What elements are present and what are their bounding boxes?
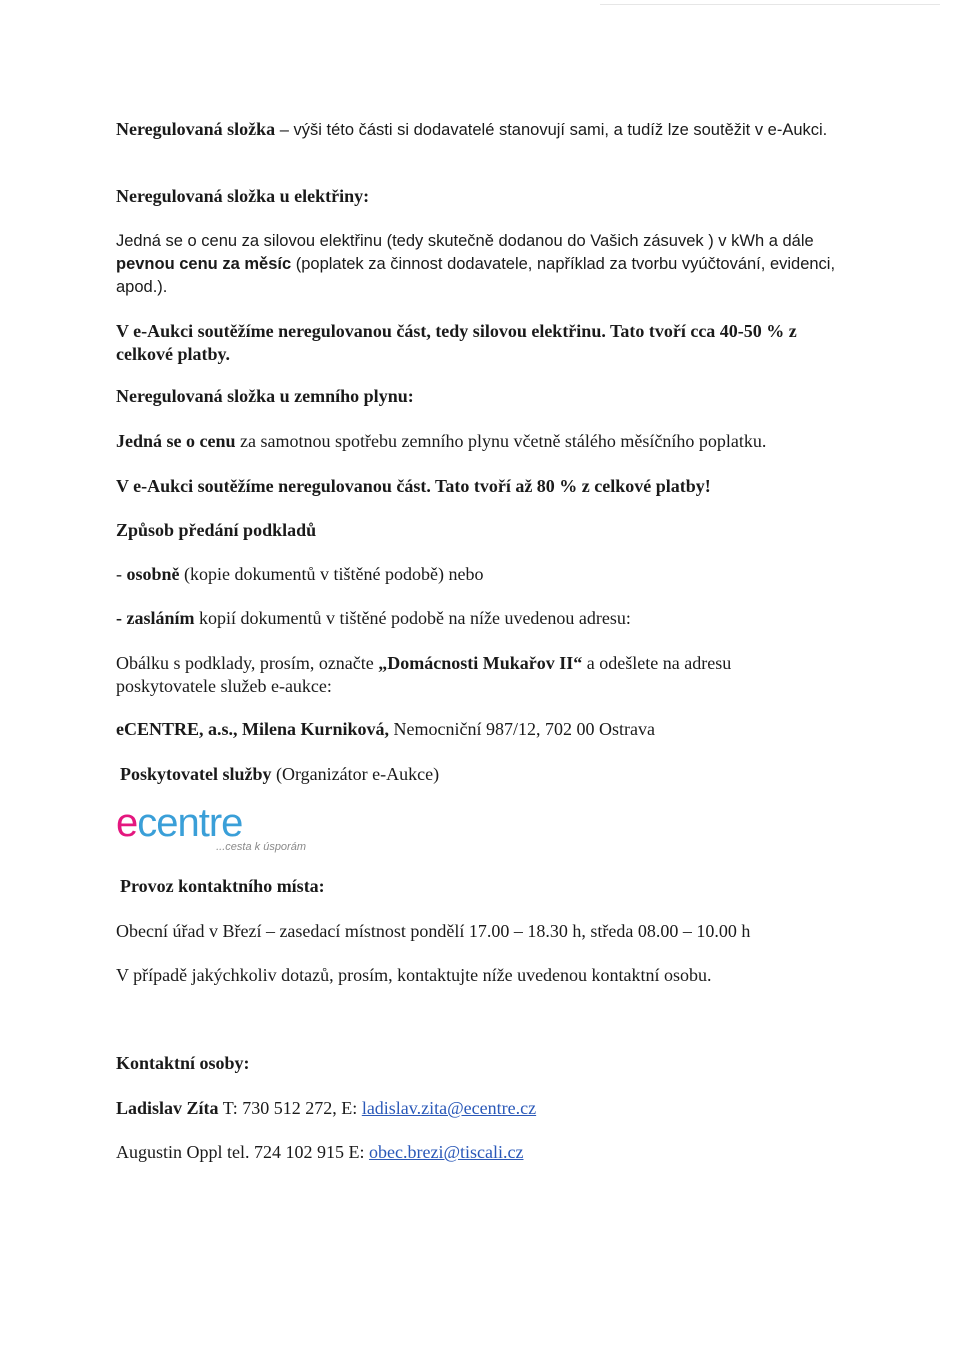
contact-person-oppl: Augustin Oppl tel. 724 102 915 E: obec.brezi@tiscali.cz (116, 1142, 524, 1162)
logo-letters-rest: centre (137, 802, 243, 845)
heading-delivery: Způsob předání podkladů (116, 520, 317, 540)
intro-text: – výši této části si dodavatelé stanovují sami, a tudíž lze soutěžit v e-Aukci. (275, 121, 828, 139)
office-hours: Obecní úřad v Březí – zasedací místnost pondělí 17.00 – 18.30 h, středa 08.00 – 10.00 h (116, 921, 751, 941)
paragraph-auction-gas: V e-Aukci soutěžíme neregulovanou část. Tato tvoří až 80 % z celkové platby! (116, 476, 711, 496)
ecentre-logo-text (116, 802, 242, 845)
paragraph-auction-electricity: V e-Aukci soutěžíme neregulovanou část, tedy silovou elektřinu. Tato tvoří cca 40-50 % z celkové platby. (116, 321, 797, 364)
email-link-zita[interactable]: ladislav.zita@ecentre.cz (361, 1098, 537, 1118)
envelope-label: „Domácnosti Mukařov II“ (378, 653, 583, 673)
paragraph-in-person: - osobně (kopie dokumentů v tištěné podobě) nebo (116, 564, 484, 584)
heading-contact-persons: Kontaktní osoby: (116, 1053, 250, 1073)
paragraph-gas: Jedná se o cenu za samotnou spotřebu zemního plynu včetně stálého měsíčního poplatku. (116, 431, 767, 451)
contact-name: Ladislav Zíta (116, 1098, 219, 1118)
paragraph-questions: V případě jakýchkoliv dotazů, prosím, kontaktujte níže uvedenou kontaktní osobu. (116, 965, 712, 985)
logo-tagline: ...cesta k úsporám (216, 841, 306, 853)
fixed-price-term: pevnou cenu za měsíc (116, 255, 292, 273)
paragraph-by-post: - zasláním kopií dokumentů v tištěné podobě na níže uvedenou adresu: (116, 608, 631, 628)
paragraph-envelope: Obálku s podklady, prosím, označte „Domácnosti Mukařov II“ a odešlete na adresu poskytovatele služeb e-aukce: (116, 653, 732, 696)
paragraph-electricity: Jedná se o cenu za silovou elektřinu (tedy skutečně dodanou do Vašich zásuvek ) v kWh a dále pevnou cenu za měsíc (poplatek za činnost dodavatele, například za tvorbu vyúčtování, evidenci, apod.). (116, 232, 836, 296)
address-line: eCENTRE, a.s., Milena Kurniková, Nemocniční 987/12, 702 00 Ostrava (116, 719, 655, 739)
heading-electricity: Neregulovaná složka u elektřiny: (116, 186, 370, 206)
email-link-oppl[interactable]: obec.brezi@tiscali.cz (369, 1142, 524, 1162)
logo-letter-e: e (116, 802, 138, 845)
term-unregulated: Neregulovaná složka (116, 119, 276, 139)
heading-contact-place: Provoz kontaktního místa: (120, 876, 325, 896)
provider-line: Poskytovatel služby (Organizátor e-Aukce) (120, 764, 440, 784)
scan-edge-line (600, 4, 940, 5)
heading-gas: Neregulovaná složka u zemního plynu: (116, 386, 414, 406)
paragraph-intro (116, 118, 846, 142)
contact-person-zita: Ladislav Zíta T: 730 512 272, E: ladislav.zita@ecentre.cz (116, 1098, 537, 1118)
ecentre-logo (116, 802, 316, 858)
